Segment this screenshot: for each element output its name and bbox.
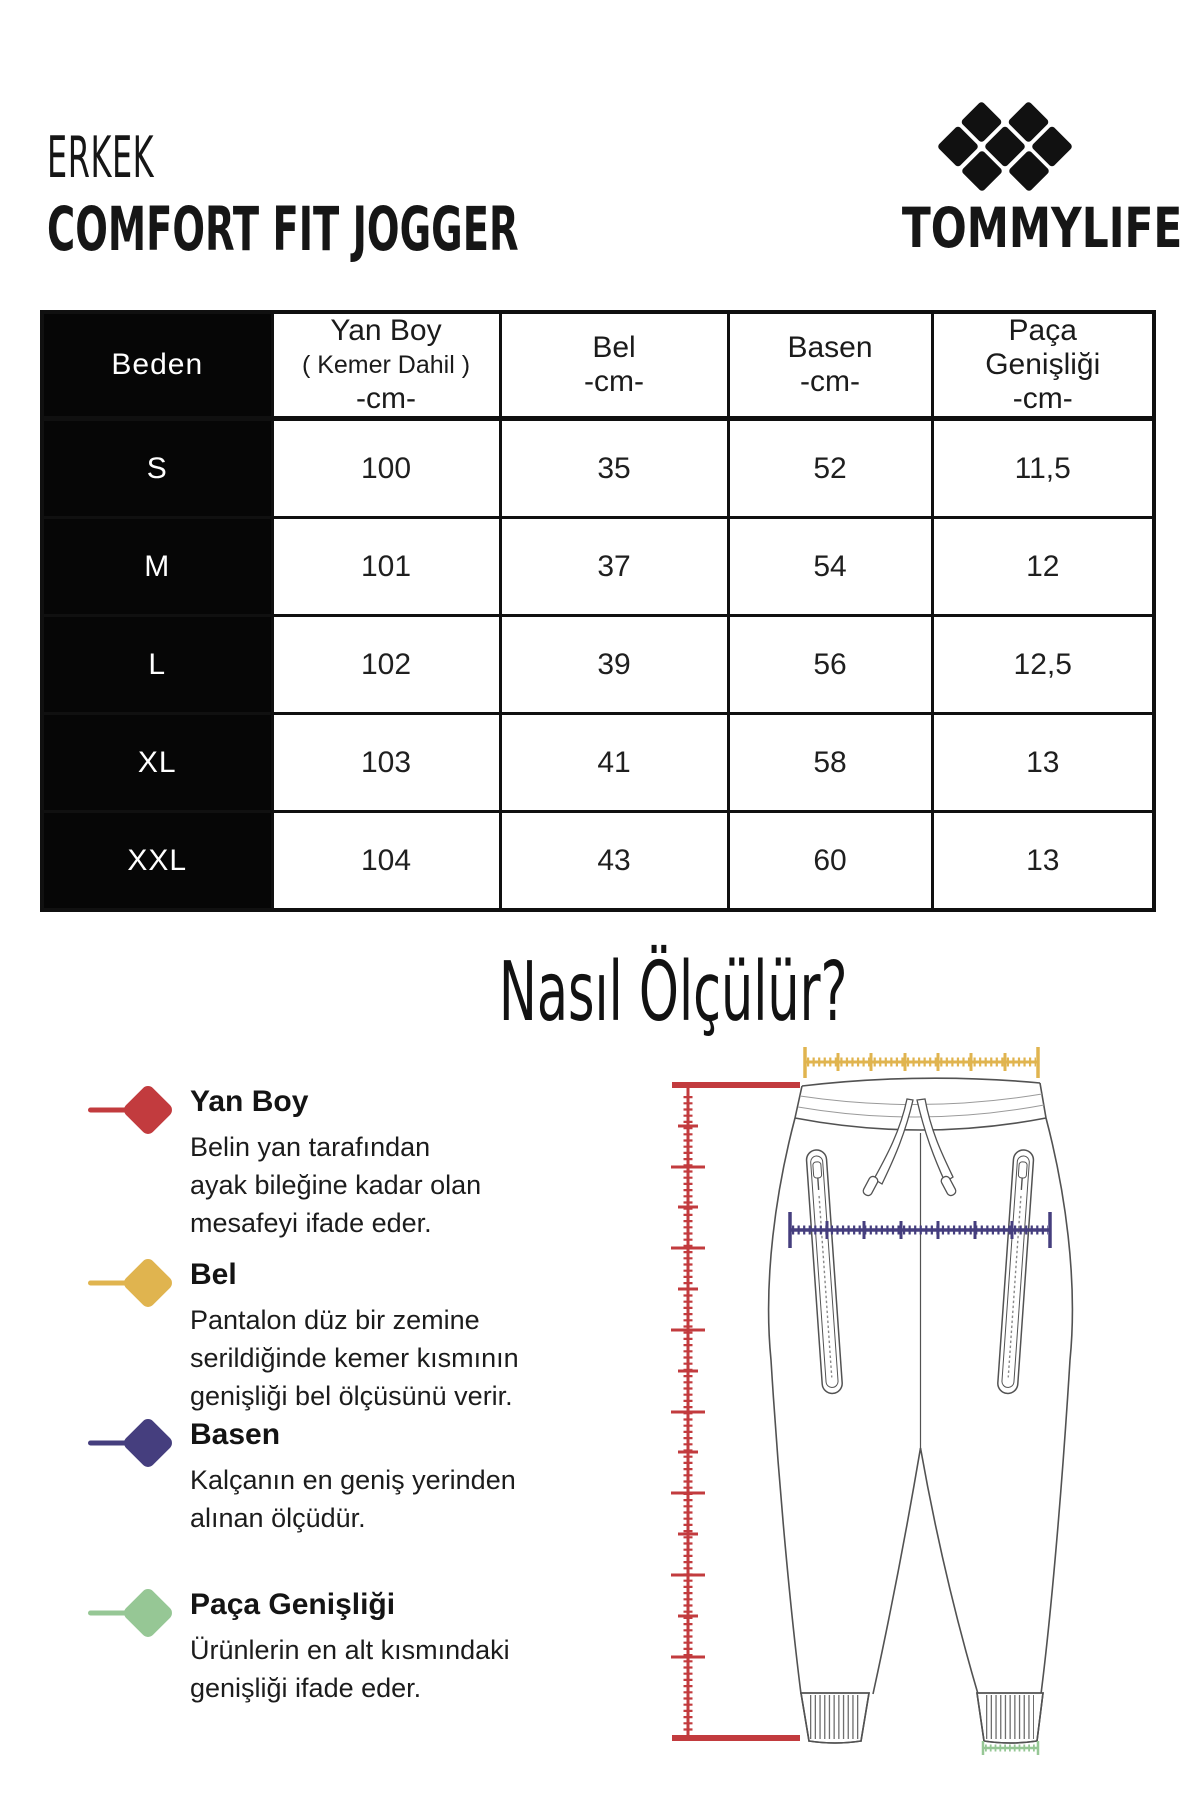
size-cell: XL: [42, 714, 272, 812]
legend-title: Basen: [190, 1418, 281, 1451]
table-row-xl: [42, 714, 1154, 812]
jogger-measurement-diagram: [640, 1030, 1120, 1790]
value-cell: 56: [728, 616, 932, 714]
table-row-m: [42, 518, 1154, 616]
legend-description: Pantalon düz bir zemine serildiğinde kemer kısmının genişliği bel ölçüsünü verir.: [190, 1305, 519, 1411]
header-cell-yan-boy: Yan Boy ( Kemer Dahil ) -cm-: [272, 312, 500, 419]
legend-item-basen: [88, 1418, 588, 1537]
table-row-xxl: [42, 812, 1154, 911]
size-table-header-row: [42, 312, 1154, 419]
product-title: [47, 194, 795, 265]
value-cell: 104: [272, 812, 500, 911]
legend-item-yan-boy: [88, 1085, 588, 1242]
header-cell-basen: Basen -cm-: [728, 312, 932, 419]
size-cell: XXL: [42, 812, 272, 911]
value-cell: 12: [932, 518, 1154, 616]
value-cell: 39: [500, 616, 728, 714]
legend-description: Kalçanın en geniş yerinden alınan ölçüdür.: [190, 1465, 516, 1533]
value-cell: 100: [272, 419, 500, 518]
bel-diamond-icon: [88, 1255, 198, 1311]
legend-title: Bel: [190, 1258, 237, 1291]
legend-description: Ürünlerin en alt kısmındaki genişliği ifade eder.: [190, 1635, 510, 1703]
value-cell: 103: [272, 714, 500, 812]
right-zip-pocket: [997, 1149, 1034, 1394]
header-cell-beden: Beden: [42, 312, 272, 419]
value-cell: 12,5: [932, 616, 1154, 714]
value-cell: 43: [500, 812, 728, 911]
category-title: [47, 125, 238, 191]
brand-name: [860, 196, 1183, 260]
category-title-text: ERKEK: [47, 125, 155, 191]
diamond-cluster-icon: [937, 101, 1073, 192]
value-cell: 102: [272, 616, 500, 714]
value-cell: 52: [728, 419, 932, 518]
bel-ruler: [805, 1047, 1038, 1078]
legend-item-paca-genisligi: [88, 1588, 588, 1707]
value-cell: 101: [272, 518, 500, 616]
size-cell: L: [42, 616, 272, 714]
value-cell: 13: [932, 714, 1154, 812]
brand-logo-icon: [925, 95, 1085, 200]
value-cell: 13: [932, 812, 1154, 911]
paca-diamond-icon: [88, 1585, 198, 1641]
size-cell: S: [42, 419, 272, 518]
left-zip-pocket: [806, 1149, 843, 1394]
header-cell-bel: Bel -cm-: [500, 312, 728, 419]
legend-title: Paça Genişliği: [190, 1588, 396, 1621]
header-cell-paca: Paça Genişliği -cm-: [932, 312, 1154, 419]
basen-diamond-icon: [88, 1415, 198, 1471]
value-cell: 58: [728, 714, 932, 812]
size-cell: M: [42, 518, 272, 616]
table-row-l: [42, 616, 1154, 714]
brand-name-text: TOMMYLIFE: [901, 196, 1183, 260]
size-table: [40, 310, 1156, 912]
pants-outline: [769, 1078, 1073, 1743]
value-cell: 11,5: [932, 419, 1154, 518]
yan-boy-diamond-icon: [88, 1082, 198, 1138]
value-cell: 54: [728, 518, 932, 616]
value-cell: 41: [500, 714, 728, 812]
product-title-text: COMFORT FIT JOGGER: [47, 194, 519, 265]
value-cell: 60: [728, 812, 932, 911]
table-row-s: [42, 419, 1154, 518]
value-cell: 35: [500, 419, 728, 518]
legend-item-bel: [88, 1258, 588, 1415]
drawstring: [862, 1099, 957, 1197]
measure-section-title: Nasıl Ölçülür?: [498, 945, 848, 1040]
legend-description: Belin yan tarafından ayak bileğine kadar olan mesafeyi ifade eder.: [190, 1132, 482, 1238]
legend-title: Yan Boy: [190, 1085, 309, 1118]
value-cell: 37: [500, 518, 728, 616]
